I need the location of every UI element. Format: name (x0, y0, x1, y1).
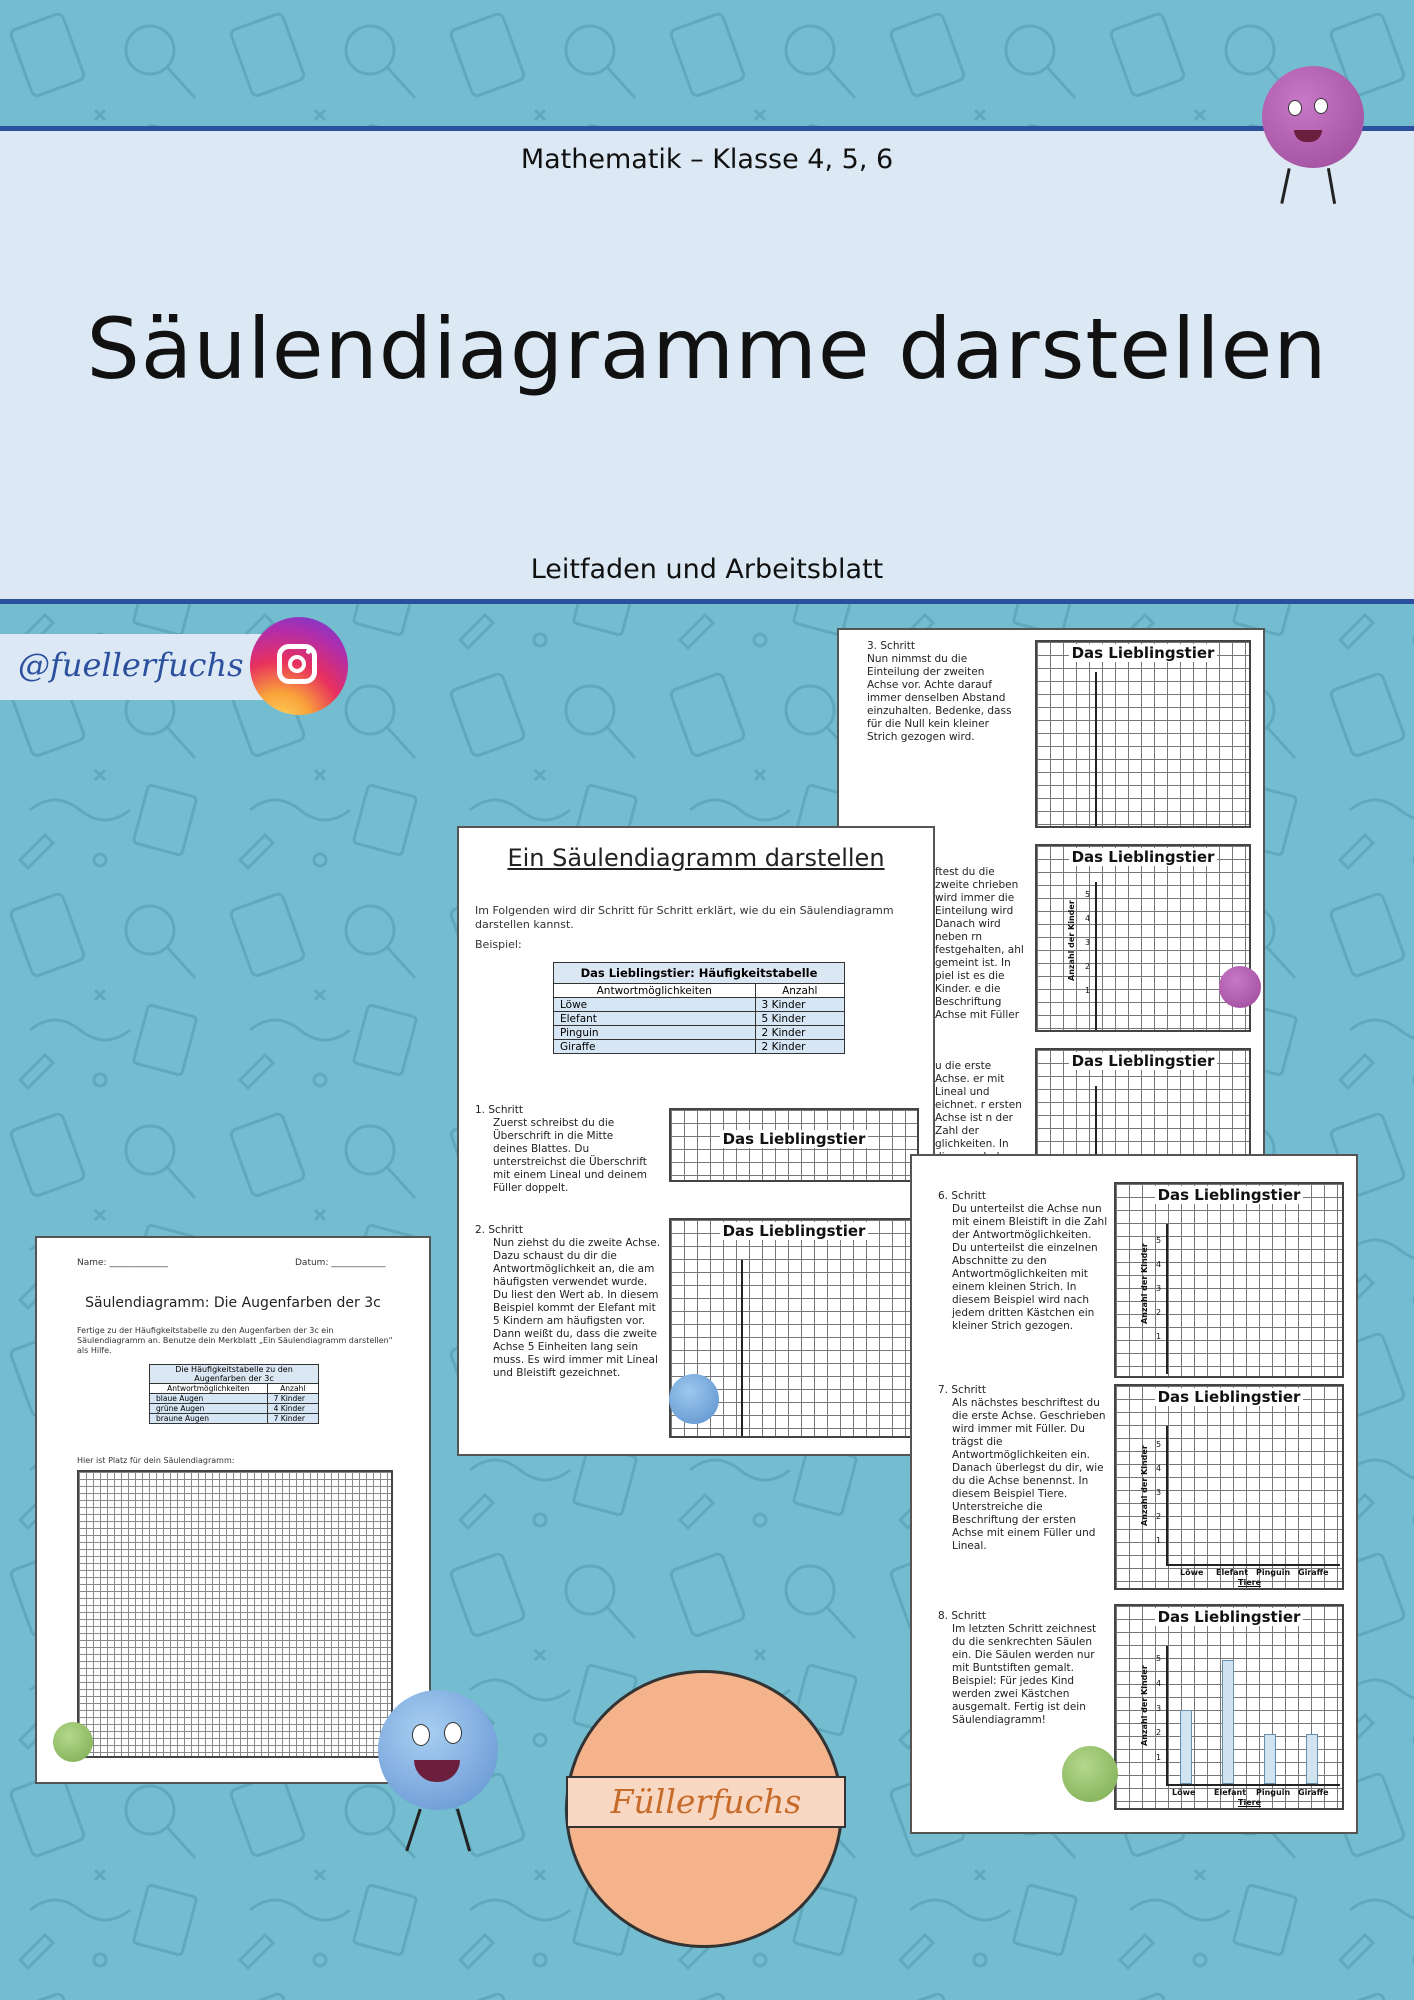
guide-intro: Im Folgenden wird dir Schritt für Schritt erklärt, wie du ein Säulendiagramm darstellen kannst. (475, 904, 894, 931)
example-label: Beispiel: (475, 938, 522, 951)
x-tick-label: Elefant (1214, 1788, 1247, 1797)
frequency-table: Das Lieblingstier: Häufigkeitstabelle Antwortmöglichkeiten Anzahl Löwe 3 Kinder Elefant 5 Kinder Pinguin 2 Kinder Giraffe 2 Kinder (553, 962, 845, 1054)
blue-mascot (360, 1680, 520, 1860)
chart-grid-step-6: Das Lieblingstier Anzahl der Kinder 1 2 3 4 5 (1114, 1182, 1344, 1378)
guide-heading: Ein Säulendiagramm darstellen (507, 844, 885, 872)
step-8: 8. Schritt Im letzten Schritt zeichnest du die senkrechten Säulen ein. Die Säulen werden nur mit Buntstiften gemalt. Beispiel: Für jedes Kind werden zwei Kästchen ausgemalt. Fertig ist dein Säulendiagramm! (938, 1610, 1097, 1726)
blue-mascot-small (669, 1374, 719, 1424)
y-tick-label: 4 (1156, 1678, 1162, 1688)
step-3: 3. Schritt Nun nimmst du die Einteilung der zweiten Achse vor. Achte darauf immer denselben Abstand einzuhalten. Bedenke, dass für die Null kein kleiner Strich gezogen wird. (867, 640, 1012, 743)
chart-grid-step-5: Das Lieblingstier (1035, 1048, 1251, 1188)
chart-space-label: Hier ist Platz für dein Säulendiagramm: (77, 1456, 235, 1465)
y-tick-label: 3 (1156, 1703, 1162, 1713)
worksheet-heading: Säulendiagramm: Die Augenfarben der 3c (85, 1295, 381, 1311)
step-6: 6. Schritt Du unterteilst die Achse nun mit einem Bleistift in die Zahl der Antwortmöglichkeiten. Du unterteilst die einzelnen Abschnitte zu den Antwortmöglichkeiten mit einem kleinen Strich. In diesem Beispiel wird nach jedem dritten Kästchen ein kleiner Strich gezogen. (938, 1190, 1108, 1332)
chart-title: Das Lieblingstier (1069, 644, 1218, 662)
page-subtitle: Leitfaden und Arbeitsblatt (530, 554, 884, 585)
chart-grid-step-7: Das Lieblingstier Anzahl der Kinder 1 2 3 4 5 Löwe Elefant Pinguin Giraffe Tiere (1114, 1384, 1344, 1590)
bar-giraffe (1306, 1734, 1318, 1784)
x-tick-label: Löwe (1172, 1788, 1196, 1797)
worksheet-instruction: Fertige zu der Häufigkeitstabelle zu den Augenfarben der 3c ein Säulendiagramm an. Benutze dein Merkblatt „Ein Säulendiagramm darstellen" als Hilfe. (77, 1326, 393, 1355)
green-mascot (1062, 1746, 1118, 1802)
x-tick-label: Giraffe (1298, 1788, 1329, 1797)
worksheet-drawing-grid (77, 1470, 393, 1758)
chart-grid-step-8-final: Das Lieblingstier Anzahl der Kinder 1 2 3 4 5 Löwe Elefant Pinguin Giraffe Tiere (1114, 1604, 1344, 1810)
step-1: 1. Schritt Zuerst schreibst du die Überschrift in die Mitte deines Blattes. Du unterstreichst die Überschrift mit einem Lineal und deinem Füller doppelt. (475, 1104, 647, 1194)
step-7: 7. Schritt Als nächstes beschriftest du die erste Achse. Geschrieben wird immer mit Füller. Du trägst die Antwortmöglichkeiten ein. Danach überlegst du dir, wie du die Achse benennst. In diesem Beispiel Tiere. Unterstreiche die Beschriftung der ersten Achse mit einem Füller und Lineal. (938, 1384, 1106, 1552)
y-axis-label: Anzahl der Kinder (1067, 900, 1076, 981)
step-5-text: u die erste Achse. er mit Lineal und eichnet. r ersten Achse ist n der Zahl der glichkeiten. In (935, 1060, 1022, 1150)
chart-grid-step-4: Das Lieblingstier Anzahl der Kinder 1 2 3 4 5 (1035, 844, 1251, 1032)
purple-mascot-small (1219, 966, 1261, 1008)
guide-sheet-page-1 (457, 826, 935, 1456)
page-title: Säulendiagramme darstellen (86, 300, 1328, 398)
instagram-icon[interactable] (250, 617, 348, 715)
x-axis-label: Tiere (1238, 1798, 1261, 1807)
name-field: Name: _____________ (77, 1258, 168, 1268)
chart-grid-step-2: Das Lieblingstier (669, 1218, 919, 1438)
step-2: 2. Schritt Nun ziehst du die zweite Achse. Dazu schaust du dir die Antwortmöglichkeit an, die am häufigsten verwendet wurde. Du liest den Wert ab. In diesem Beispiel kommt der Elefant mit 5 Kindern am häufigsten vor. Dann weißt du, dass die zweite Achse 5 Einheiten lang sein muss. Es wird immer mit Lineal und Bleistift gezeichnet. (475, 1224, 661, 1379)
green-mascot-small (53, 1722, 93, 1762)
date-field: Datum: ____________ (295, 1258, 386, 1268)
guide-sheet-page-3 (910, 1154, 1358, 1834)
instagram-handle[interactable]: @fuellerfuchs (18, 646, 244, 684)
purple-mascot (1222, 60, 1372, 210)
x-tick-label: Pinguin (1256, 1788, 1291, 1797)
step-4-text: ftest du die zweite chrieben wird immer die Einteilung wird Danach wird neben rn festgehalten, ahl gemeint ist. In piel ist es die Kinder. e die Beschriftung Achse mit Füller (935, 866, 1024, 1021)
chart-grid-step-1: Das Lieblingstier (669, 1108, 919, 1182)
chart-grid-step-3 (1035, 640, 1251, 828)
bar-pinguin (1264, 1734, 1276, 1784)
worksheet-table: Die Häufigkeitstabelle zu den Augenfarben der 3c Antwortmöglichkeiten Anzahl blaue Augen 7 Kinder grüne Augen 4 Kinder braune Augen 7 Kinder (149, 1364, 319, 1424)
brand-logo-text: Füllerfuchs (566, 1776, 846, 1828)
bar-elefant (1222, 1660, 1234, 1784)
y-tick-label: 5 (1156, 1654, 1162, 1663)
y-tick-label: 2 (1156, 1728, 1162, 1738)
y-tick-label: 1 (1156, 1753, 1162, 1763)
subject-label: Mathematik – Klasse 4, 5, 6 (520, 144, 894, 175)
bar-löwe (1180, 1710, 1192, 1784)
